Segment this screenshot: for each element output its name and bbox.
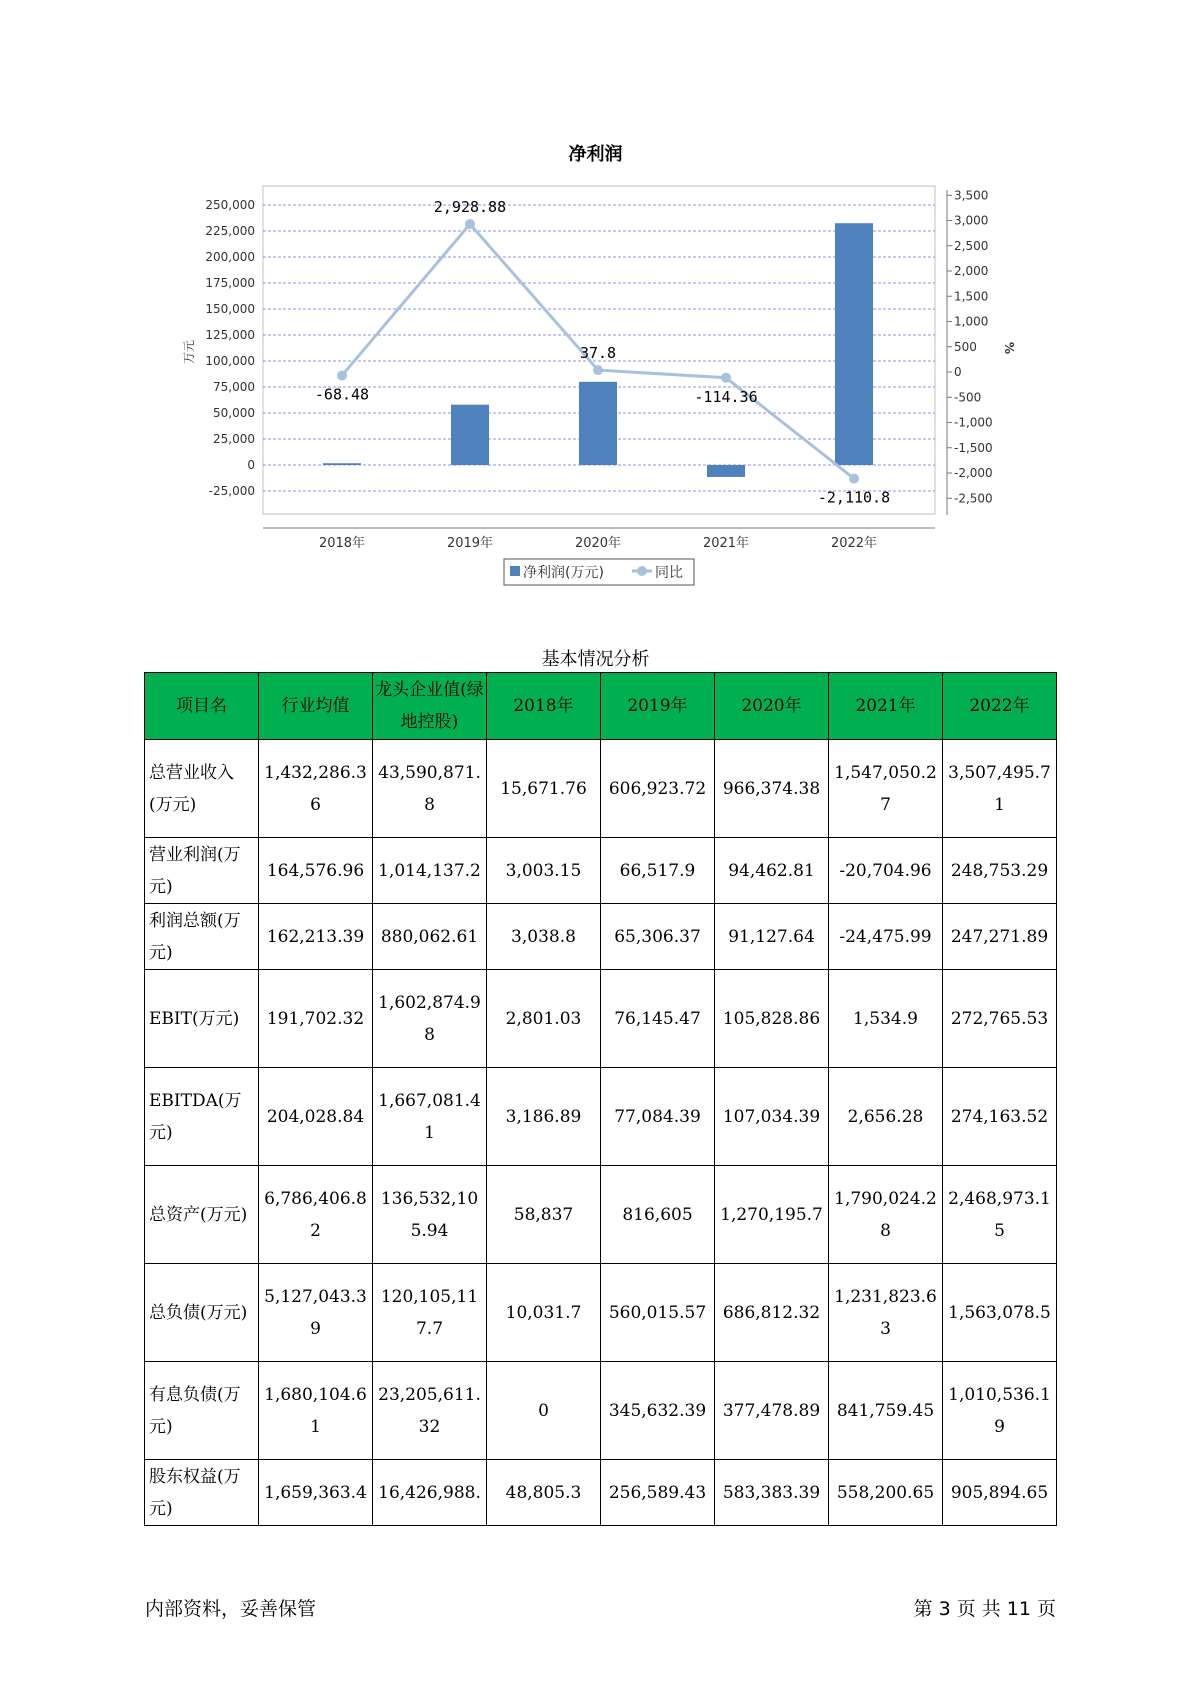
value-cell: 966,374.38 (715, 740, 829, 838)
yoy-point (465, 219, 475, 229)
yoy-point (593, 365, 603, 375)
table-row (145, 1362, 1057, 1460)
left-axis-tick-label: 225,000 (205, 224, 255, 238)
value-cell: 162,213.39 (259, 904, 373, 970)
right-axis-tick-label: 1,000 (954, 314, 989, 329)
left-axis-tick-label: 100,000 (205, 354, 255, 368)
row-label-cell: 有息负债(万元) (145, 1362, 259, 1460)
value-cell: 558,200.65 (829, 1460, 943, 1526)
legend-bar-swatch (510, 566, 520, 576)
right-axis-tick-label: -2,500 (954, 491, 993, 506)
value-cell: 16,426,988. (373, 1460, 487, 1526)
value-cell: 3,038.8 (487, 904, 601, 970)
value-cell: 2,801.03 (487, 970, 601, 1068)
bar (451, 405, 489, 465)
value-cell: 120,105,117.7 (373, 1264, 487, 1362)
yoy-data-label: -2,110.8 (817, 488, 891, 507)
value-cell: 3,186.89 (487, 1068, 601, 1166)
left-axis-tick-label: 200,000 (205, 250, 255, 264)
value-cell: 43,590,871.8 (373, 740, 487, 838)
table-row (145, 1068, 1057, 1166)
value-cell: 23,205,611.32 (373, 1362, 487, 1460)
value-cell: 606,923.72 (601, 740, 715, 838)
bar (579, 382, 617, 465)
row-label-cell: 总资产(万元) (145, 1166, 259, 1264)
yoy-data-label: 2,928.88 (433, 198, 507, 217)
x-axis-tick-label: 2019年 (446, 536, 494, 551)
value-cell: 3,003.15 (487, 838, 601, 904)
value-cell: 841,759.45 (829, 1362, 943, 1460)
table-row (145, 838, 1057, 904)
value-cell: -24,475.99 (829, 904, 943, 970)
value-cell: 1,547,050.27 (829, 740, 943, 838)
right-axis-tick-label: 2,500 (954, 238, 989, 253)
right-axis-tick-label: 2,000 (954, 264, 989, 278)
left-axis-tick-label: 50,000 (213, 406, 255, 420)
yoy-point (721, 373, 731, 383)
right-axis-tick-label: -1,000 (954, 415, 993, 430)
right-axis-tick-label: 3,500 (954, 188, 989, 203)
left-axis-tick-label: 25,000 (213, 432, 255, 446)
value-cell: 66,517.9 (601, 838, 715, 904)
right-axis-tick-label: 1,500 (954, 289, 989, 304)
value-cell: 1,010,536.19 (943, 1362, 1057, 1460)
left-axis-tick-label: 125,000 (205, 328, 255, 342)
table-caption: 基本情况分析 (541, 649, 650, 670)
value-cell: -20,704.96 (829, 838, 943, 904)
chart-title: 净利润 (568, 144, 623, 165)
header-cell: 2018年 (487, 673, 601, 740)
value-cell: 1,270,195.7 (715, 1166, 829, 1264)
row-label-cell: 股东权益(万元) (145, 1460, 259, 1526)
value-cell: 76,145.47 (601, 970, 715, 1068)
table-row (145, 970, 1057, 1068)
header-cell: 龙头企业值(绿地控股) (373, 673, 487, 740)
value-cell: 164,576.96 (259, 838, 373, 904)
left-axis-tick-label: -25,000 (208, 484, 255, 498)
value-cell: 2,656.28 (829, 1068, 943, 1166)
left-axis-tick-label: 75,000 (213, 380, 255, 394)
left-axis-tick-label: 150,000 (205, 302, 255, 316)
value-cell: 107,034.39 (715, 1068, 829, 1166)
left-axis-title: 万元 (182, 339, 196, 365)
value-cell: 1,014,137.2 (373, 838, 487, 904)
value-cell: 1,602,874.98 (373, 970, 487, 1068)
table-row (145, 740, 1057, 838)
value-cell: 560,015.57 (601, 1264, 715, 1362)
legend-line-marker (637, 566, 647, 576)
value-cell: 65,306.37 (601, 904, 715, 970)
value-cell: 1,790,024.28 (829, 1166, 943, 1264)
value-cell: 3,507,495.71 (943, 740, 1057, 838)
value-cell: 1,432,286.36 (259, 740, 373, 838)
row-label-cell: 总负债(万元) (145, 1264, 259, 1362)
value-cell: 256,589.43 (601, 1460, 715, 1526)
value-cell: 247,271.89 (943, 904, 1057, 970)
value-cell: 1,231,823.63 (829, 1264, 943, 1362)
value-cell: 191,702.32 (259, 970, 373, 1068)
value-cell: 136,532,105.94 (373, 1166, 487, 1264)
header-cell: 2020年 (715, 673, 829, 740)
yoy-point (337, 370, 347, 380)
left-axis-tick-label: 175,000 (205, 276, 255, 290)
right-axis-tick-label: 3,000 (954, 213, 989, 228)
table-row (145, 1166, 1057, 1264)
value-cell: 94,462.81 (715, 838, 829, 904)
x-axis-tick-label: 2020年 (574, 536, 622, 551)
right-axis-tick-label: 500 (954, 339, 977, 354)
bar (835, 223, 873, 465)
bar (323, 463, 361, 465)
legend-label-yoy: 同比 (655, 565, 683, 581)
footer-confidential-note: 内部资料，妥善保管 (145, 1598, 317, 1620)
value-cell: 905,894.65 (943, 1460, 1057, 1526)
right-axis-tick-label: -2,000 (954, 466, 993, 480)
value-cell: 77,084.39 (601, 1068, 715, 1166)
yoy-point (849, 474, 859, 484)
header-cell: 行业均值 (259, 673, 373, 740)
value-cell: 583,383.39 (715, 1460, 829, 1526)
table-header-row (145, 673, 1057, 740)
basic-analysis-table (144, 672, 1057, 1526)
value-cell: 1,680,104.61 (259, 1362, 373, 1460)
value-cell: 1,534.9 (829, 970, 943, 1068)
value-cell: 880,062.61 (373, 904, 487, 970)
value-cell: 248,753.29 (943, 838, 1057, 904)
value-cell: 1,667,081.41 (373, 1068, 487, 1166)
value-cell: 58,837 (487, 1166, 601, 1264)
value-cell: 274,163.52 (943, 1068, 1057, 1166)
value-cell: 10,031.7 (487, 1264, 601, 1362)
value-cell: 345,632.39 (601, 1362, 715, 1460)
table-row (145, 1460, 1057, 1526)
right-axis-tick-label: -500 (954, 390, 982, 405)
value-cell: 48,805.3 (487, 1460, 601, 1526)
net-profit-chart (0, 0, 1191, 620)
value-cell: 686,812.32 (715, 1264, 829, 1362)
row-label-cell: 营业利润(万元) (145, 838, 259, 904)
value-cell: 204,028.84 (259, 1068, 373, 1166)
yoy-data-label: 37.8 (579, 344, 617, 363)
row-label-cell: 利润总额(万元) (145, 904, 259, 970)
header-cell: 项目名 (145, 673, 259, 740)
value-cell: 1,659,363.4 (259, 1460, 373, 1526)
value-cell: 15,671.76 (487, 740, 601, 838)
value-cell: 816,605 (601, 1166, 715, 1264)
value-cell: 5,127,043.39 (259, 1264, 373, 1362)
right-axis-tick-label: 0 (954, 365, 962, 379)
x-axis-tick-label: 2018年 (318, 536, 366, 551)
header-cell: 2019年 (601, 673, 715, 740)
row-label-cell: EBIT(万元) (145, 970, 259, 1068)
header-cell: 2021年 (829, 673, 943, 740)
yoy-data-label: -114.36 (694, 387, 758, 406)
value-cell: 6,786,406.82 (259, 1166, 373, 1264)
value-cell: 91,127.64 (715, 904, 829, 970)
right-axis-tick-label: -1,500 (954, 440, 993, 455)
row-label-cell: 总营业收入(万元) (145, 740, 259, 838)
value-cell: 2,468,973.15 (943, 1166, 1057, 1264)
value-cell: 1,563,078.5 (943, 1264, 1057, 1362)
left-axis-tick-label: 0 (247, 458, 255, 472)
x-axis-tick-label: 2021年 (702, 536, 750, 551)
right-axis-title: % (1002, 341, 1016, 355)
legend-label-net-profit: 净利润(万元) (523, 565, 604, 581)
value-cell: 0 (487, 1362, 601, 1460)
x-axis-tick-label: 2022年 (830, 536, 878, 551)
value-cell: 272,765.53 (943, 970, 1057, 1068)
bar (707, 465, 745, 477)
yoy-data-label: -68.48 (314, 385, 370, 404)
value-cell: 377,478.89 (715, 1362, 829, 1460)
row-label-cell: EBITDA(万元) (145, 1068, 259, 1166)
table-row (145, 904, 1057, 970)
header-cell: 2022年 (943, 673, 1057, 740)
value-cell: 105,828.86 (715, 970, 829, 1068)
left-axis-tick-label: 250,000 (205, 198, 255, 212)
table-row (145, 1264, 1057, 1362)
footer-page-number: 第 3 页 共 11 页 (913, 1598, 1056, 1620)
